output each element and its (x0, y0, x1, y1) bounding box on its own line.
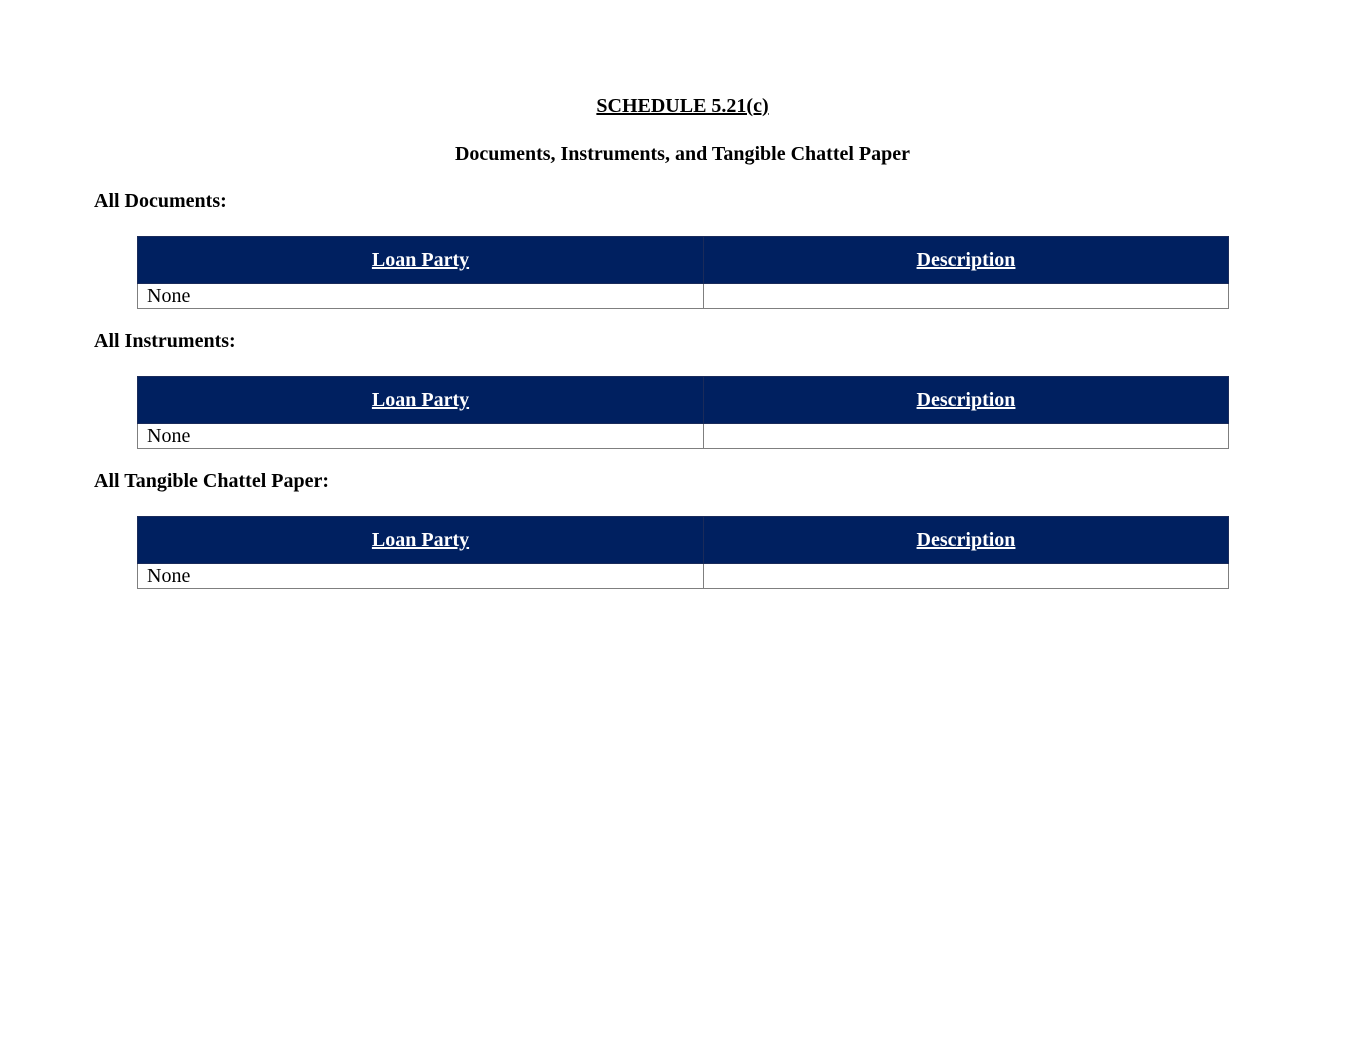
section-heading-documents: All Documents: (94, 190, 227, 212)
column-header-loan-party: Loan Party (138, 517, 704, 564)
section-heading-instruments: All Instruments: (94, 330, 236, 352)
table-header-row (138, 517, 1229, 564)
column-header-loan-party: Loan Party (138, 377, 704, 424)
table-row (138, 564, 1229, 589)
column-header-description: Description (704, 517, 1229, 564)
table-row (138, 284, 1229, 309)
table-header-row (138, 237, 1229, 284)
documents-table (137, 236, 1229, 309)
column-header-description: Description (704, 237, 1229, 284)
column-header-loan-party: Loan Party (138, 237, 704, 284)
loan-party-cell: None (138, 564, 704, 589)
table-header-row (138, 377, 1229, 424)
description-cell (704, 424, 1229, 449)
schedule-title: SCHEDULE 5.21(c) (596, 95, 769, 117)
description-cell (704, 564, 1229, 589)
tangible-chattel-paper-table (137, 516, 1229, 589)
description-cell (704, 284, 1229, 309)
loan-party-cell: None (138, 284, 704, 309)
loan-party-cell: None (138, 424, 704, 449)
column-header-description: Description (704, 377, 1229, 424)
section-heading-tangible-chattel-paper: All Tangible Chattel Paper: (94, 470, 330, 492)
instruments-table (137, 376, 1229, 449)
table-row (138, 424, 1229, 449)
schedule-subtitle: Documents, Instruments, and Tangible Chattel Paper (454, 143, 911, 165)
